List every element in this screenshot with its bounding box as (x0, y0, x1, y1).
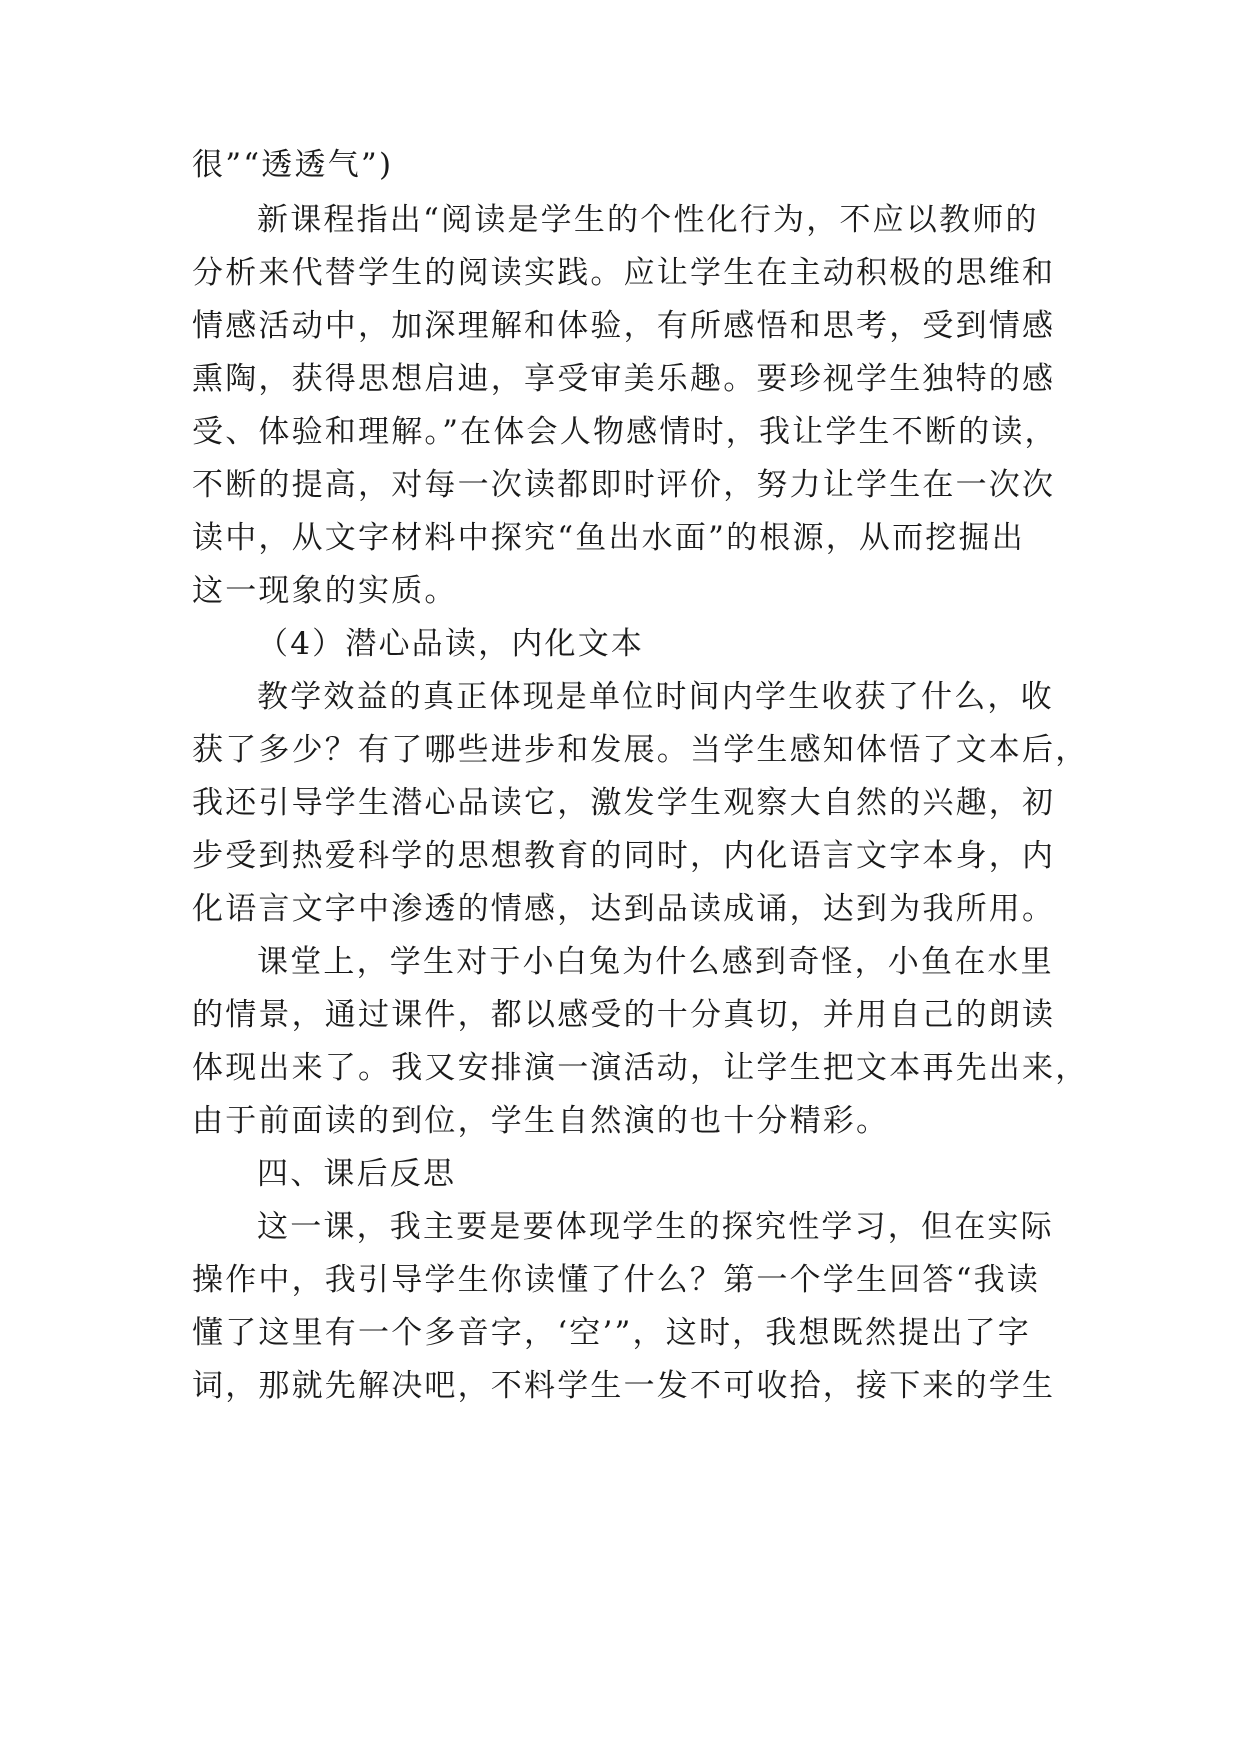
text-line: 这一现象的实质。 (192, 573, 458, 609)
section-heading: 四、课后反思 (257, 1156, 457, 1192)
text-line: 由于前面读的到位，学生自然演的也十分精彩。 (192, 1103, 890, 1139)
text-line: 受、体验和理解。”在体会人物感情时，我让学生不断的读， (192, 414, 1058, 450)
text-line: 不断的提高，对每一次读都即时评价，努力让学生在一次次 (192, 467, 1056, 503)
text-line: 操作中，我引导学生你读懂了什么？第一个学生回答“我读 (192, 1262, 1041, 1298)
text-line: 情感活动中，加深理解和体验，有所感悟和思考，受到情感 (192, 308, 1056, 344)
text-line: 体现出来了。我又安排演一演活动，让学生把文本再先出来， (192, 1050, 1089, 1086)
text-line: 读中，从文字材料中探究“鱼出水面”的根源，从而挖掘出 (192, 520, 1025, 556)
paragraph-start-line: 新课程指出“阅读是学生的个性化行为，不应以教师的 (257, 202, 1039, 238)
text-line: 分析来代替学生的阅读实践。应让学生在主动积极的思维和 (192, 255, 1056, 291)
text-line: 懂了这里有一个多音字，‘空’”，这时，我想既然提出了字 (192, 1315, 1031, 1351)
text-line: 很”“透透气”) (192, 147, 394, 183)
text-line: 我还引导学生潜心品读它，激发学生观察大自然的兴趣，初 (192, 785, 1056, 821)
text-line: 词，那就先解决吧，不料学生一发不可收拾，接下来的学生 (192, 1368, 1056, 1404)
paragraph-start-line: 这一课，我主要是要体现学生的探究性学习，但在实际 (257, 1209, 1054, 1245)
section-heading: （4）潜心品读，内化文本 (257, 626, 645, 662)
paragraph-start-line: 教学效益的真正体现是单位时间内学生收获了什么，收 (257, 679, 1054, 715)
text-line: 熏陶，获得思想启迪，享受审美乐趣。要珍视学生独特的感 (192, 361, 1056, 397)
text-line: 步受到热爱科学的思想教育的同时，内化语言文字本身，内 (192, 838, 1056, 874)
text-line: 的情景，通过课件，都以感受的十分真切，并用自己的朗读 (192, 997, 1056, 1033)
text-line: 获了多少？有了哪些进步和发展。当学生感知体悟了文本后， (192, 732, 1089, 768)
text-line: 化语言文字中渗透的情感，达到品读成诵，达到为我所用。 (192, 891, 1056, 927)
paragraph-start-line: 课堂上，学生对于小白兔为什么感到奇怪，小鱼在水里 (257, 944, 1054, 980)
